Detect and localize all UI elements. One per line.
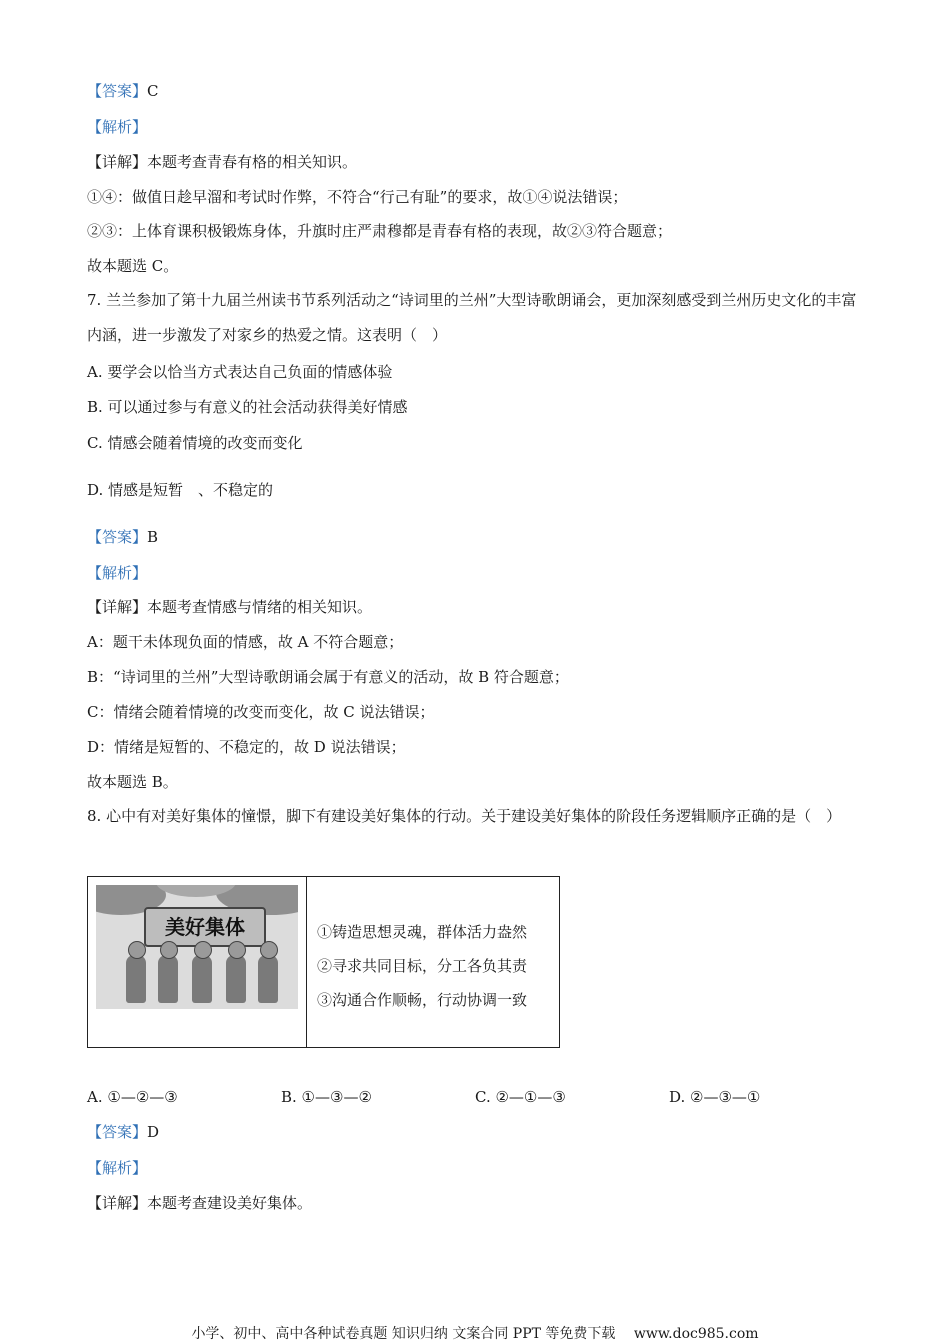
q7-detail: 【详解】本题考查情感与情绪的相关知识。 <box>87 598 373 616</box>
answer-label: 【答案】 <box>87 528 148 546</box>
q6-analysis-label: 【解析】 <box>87 118 148 136</box>
q7-option-b: B. 可以通过参与有意义的社会活动获得美好情感 <box>87 398 408 416</box>
q7-answer <box>87 527 158 547</box>
q8-option-d: D. ②—③—① <box>669 1088 761 1106</box>
q7-analysis-d: D：情绪是短暂的、不稳定的，故 D 说法错误； <box>87 738 406 756</box>
q7-conclusion: 故本题选 B。 <box>87 773 178 791</box>
q6-line1: ①④：做值日趁早溜和考试时作弊，不符合“行己有耻”的要求，故①④说法错误； <box>87 188 628 206</box>
q6-detail: 【详解】本题考查青春有格的相关知识。 <box>87 153 358 171</box>
q7-option-d: D. 情感是短暂 、不稳定的 <box>87 481 274 499</box>
q8-item-2: ②寻求共同目标，分工各负其责 <box>317 957 528 975</box>
q8-item-3: ③沟通合作顺畅，行动协调一致 <box>317 991 528 1009</box>
q8-analysis-label: 【解析】 <box>87 1159 148 1177</box>
q8-items <box>317 915 527 1017</box>
q6-conclusion: 故本题选 C。 <box>87 257 179 275</box>
q7-analysis-a: A：题干未体现负面的情感，故 A 不符合题意； <box>87 633 404 651</box>
answer-value: D <box>147 1123 160 1141</box>
q8-detail: 【详解】本题考查建设美好集体。 <box>87 1194 313 1212</box>
q8-answer <box>87 1122 159 1142</box>
q6-line2: ②③：上体育课积极锻炼身体，升旗时庄严肃穆都是青春有格的表现，故②③符合题意； <box>87 222 673 240</box>
q8-table <box>87 876 560 1048</box>
answer-value: C <box>147 82 159 100</box>
q7-option-a: A. 要学会以恰当方式表达自己负面的情感体验 <box>87 363 393 381</box>
q8-option-c: C. ②—①—③ <box>475 1088 566 1106</box>
answer-value: B <box>147 528 159 546</box>
q7-analysis-c: C：情绪会随着情境的改变而变化，故 C 说法错误； <box>87 703 435 721</box>
collective-illustration <box>96 885 298 1009</box>
q7-option-c: C. 情感会随着情境的改变而变化 <box>87 434 303 452</box>
q7-stem: 7. 兰兰参加了第十九届兰州读书节系列活动之“诗词里的兰州”大型诗歌朗诵会，更加深刻感受到兰州历史文化的丰富内涵，进一步激发了对家乡的热爱之情。这表明（ ） <box>87 291 857 344</box>
page-footer: 小学、初中、高中各种试卷真题 知识归纳 文案合同 PPT 等免费下载 www.doc985.com <box>191 1326 759 1342</box>
q7-analysis-label: 【解析】 <box>87 564 148 582</box>
answer-label: 【答案】 <box>87 82 148 100</box>
answer-label: 【答案】 <box>87 1123 148 1141</box>
q6-answer <box>87 81 159 101</box>
q8-option-a: A. ①—②—③ <box>87 1088 178 1106</box>
collective-sign: 美好集体 <box>144 907 266 947</box>
q8-option-b: B. ①—③—② <box>281 1088 372 1106</box>
q7-analysis-b: B：“诗词里的兰州”大型诗歌朗诵会属于有意义的活动，故 B 符合题意； <box>87 668 569 686</box>
q8-item-1: ①铸造思想灵魂，群体活力盎然 <box>317 923 528 941</box>
q8-stem: 8. 心中有对美好集体的憧憬，脚下有建设美好集体的行动。关于建设美好集体的阶段任务逻辑顺序正确的是（ ） <box>87 807 842 825</box>
